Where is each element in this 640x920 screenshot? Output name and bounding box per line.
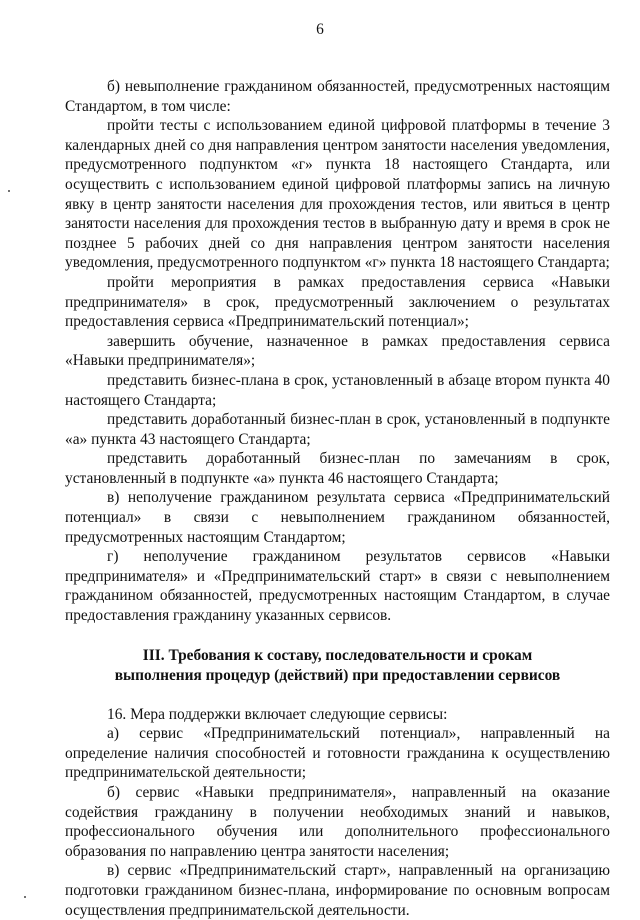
document-body [65, 77, 610, 920]
paragraph-revised-plan-remarks: представить доработанный бизнес-план по замечаниям в срок, установленный в подпункте «а» пункта 46 настоящего Стандарта; [65, 450, 610, 487]
paragraph-activities: пройти мероприятия в рамках предоставления сервиса «Навыки предпринимателя» в срок, предусмотренный заключением о результатах предоставления сервиса «Предпринимательский потенциал»; [65, 273, 610, 331]
page-number: 6 [316, 21, 324, 38]
section-heading [65, 646, 610, 686]
section-heading-line2: выполнения процедур (действий) при предоставлении сервисов [114, 666, 561, 684]
paragraph-tests: пройти тесты с использованием единой цифровой платформы в течение 3 календарных дней со дня направления центром занятости населения уведомления, предусмотренного подпунктом «г» пункта 18 настоящего Стандарта, или осуществить с использованием единой цифровой платформы запись на личную явку в центр занятости населения для прохождения тестов, или явиться в центр занятости населения для прохождения тестов в выбранную дату и время в срок не позднее 5 рабочих дней со дня направления центром занятости населения уведомления, предусмотренного подпунктом «г» пункта 18 настоящего Стандарта; [65, 117, 610, 272]
paragraph-16v: в) сервис «Предпринимательский старт», направленный на организацию подготовки гражданином бизнес-плана, информирование по основным вопросам осуществления предпринимательской деятельности. [65, 862, 610, 919]
paragraph-b: б) невыполнение гражданином обязанностей, предусмотренных настоящим Стандартом, в том числе: [65, 78, 610, 115]
paragraph-training: завершить обучение, назначенное в рамках предоставления сервиса «Навыки предпринимателя»; [65, 332, 610, 370]
paragraph-revised-plan: представить доработанный бизнес-план в срок, установленный в подпункте «а» пункта 43 настоящего Стандарта; [65, 411, 610, 448]
paragraph-16: 16. Мера поддержки включает следующие сервисы: [107, 705, 448, 723]
paragraph-g: г) неполучение гражданином результатов сервисов «Навыки предпринимателя» и «Предпринимательский старт» в связи с невыполнением гражданином обязанностей, предусмотренных настоящим Стандартом, в случае предоставления гражданину указанных сервисов. [65, 548, 610, 625]
paragraph-16a: а) сервис «Предпринимательский потенциал», направленный на определение наличия способностей и готовности гражданина к осуществлению предпринимательской деятельности; [65, 725, 610, 782]
paragraph-v: в) неполучение гражданином результата сервиса «Предпринимательский потенциал» в связи с невыполнением гражданином обязанностей, предусмотренных настоящим Стандартом; [65, 489, 610, 546]
paragraph-business-plan: представить бизнес-плана в срок, установленный в абзаце втором пункта 40 настоящего Стандарта; [65, 371, 610, 409]
scan-speck [8, 190, 10, 192]
paragraph-16b: б) сервис «Навыки предпринимателя», направленный на оказание содействия гражданину в получении необходимых знаний и навыков, профессионального обучения или дополнительного профессионального образования по направлению центра занятости населения; [65, 784, 610, 860]
scan-speck [24, 896, 26, 898]
section-heading-line1: III. Требования к составу, последовательности и срокам [142, 646, 533, 664]
